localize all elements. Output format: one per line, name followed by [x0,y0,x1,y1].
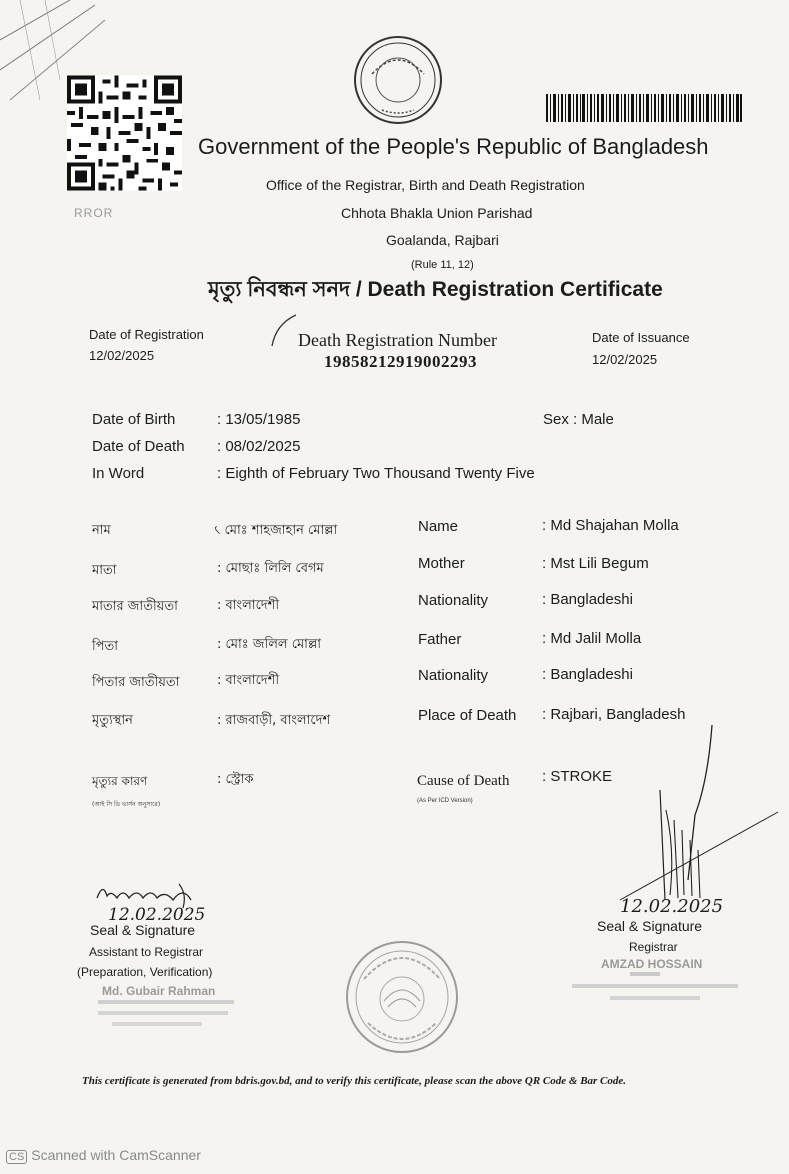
header-union: Chhota Bhakla Union Parishad [341,205,533,221]
father-nationality-en-label: Nationality [418,667,489,684]
dob-label: Date of Birth [92,411,176,428]
registrar-stamp-text [570,970,740,1004]
mother-bn-value: : মোছাঃ লিলি বেগম [217,561,324,576]
place-of-death-en-label: Place of Death [418,707,517,724]
name-bn-value: ৻ মোঃ শাহজাহান মোল্লা [214,523,338,538]
mother-en-value: : Mst Lili Begum [542,555,649,572]
death-registration-number-label: Death Registration Number [298,330,497,350]
union-parishad-seal-icon [344,939,460,1055]
mother-nationality-bn-value: : বাংলাদেশী [217,598,280,613]
qr-code-icon [67,74,182,192]
inword-value: : Eighth of February Two Thousand Twenty Five [217,465,535,482]
cause-note-bn: (আই সি ডি ভার্সন অনুসারে) [92,801,161,808]
sex-value: Sex : Male [543,411,614,428]
verification-note: This certificate is generated from bdris.gov.bd, and to verify this certificate, please scan the above QR Code & Bar Code. [82,1075,627,1087]
registrar-title: Registrar [629,940,678,954]
date-of-registration-value: 12/02/2025 [89,348,155,363]
registrar-name: AMZAD HOSSAIN [601,957,703,971]
date-of-issuance-value: 12/02/2025 [592,352,658,367]
mother-bn-label: মাতা [92,563,117,578]
father-nationality-en-value: : Bangladeshi [542,666,633,683]
father-en-value: : Md Jalil Molla [542,630,642,647]
mother-nationality-en-label: Nationality [418,592,489,609]
registrar-signature [600,720,785,920]
place-of-death-en-value: : Rajbari, Bangladesh [542,706,686,723]
mother-en-label: Mother [418,555,465,572]
header-government: Government of the People's Republic of Bangladesh [198,134,709,159]
mother-nationality-bn-label: মাতার জাতীয়তা [92,599,178,614]
place-of-death-bn-label: মৃত্যুস্থান [92,713,133,728]
camscanner-watermark [6,1147,201,1164]
dod-value: : 08/02/2025 [217,438,301,455]
mother-nationality-en-value: : Bangladeshi [542,591,633,608]
certificate-title: মৃত্যু নিবন্ধন সনদ / Death Registration Certificate [208,278,663,301]
name-bn-label: নাম [92,523,111,538]
dod-label: Date of Death [92,438,185,455]
header-office: Office of the Registrar, Birth and Death Registration [266,177,585,193]
camscanner-logo-icon: CS [6,1150,27,1164]
cause-of-death-en-value: : STROKE [542,768,613,785]
place-of-death-bn-value: : রাজবাড়ী, বাংলাদেশ [217,713,331,728]
father-nationality-bn-value: : বাংলাদেশী [217,673,280,688]
death-registration-number: 19858212919002293 [324,352,477,371]
qr-caption: RROR [74,206,114,220]
assistant-name: Md. Gubair Rahman [102,984,216,998]
father-en-label: Father [418,631,462,648]
cause-note-en: (As Per ICD Version) [417,798,473,804]
assistant-date: 12.02.2025 [108,905,206,925]
inword-label: In Word [92,465,145,482]
assistant-stamp-text [96,998,236,1032]
cause-of-death-bn-value: : স্ট্রোক [217,772,254,787]
header-rule: (Rule 11, 12) [411,259,474,271]
father-nationality-bn-label: পিতার জাতীয়তা [92,675,180,690]
date-of-registration-label: Date of Registration [89,327,204,342]
registrar-seal-label: Seal & Signature [597,918,703,934]
name-en-label: Name [418,518,459,535]
dob-value: : 13/05/1985 [217,411,301,428]
government-seal-icon [352,34,444,126]
father-bn-label: পিতা [92,639,119,654]
father-bn-value: : মোঃ জলিল মোল্লা [217,637,321,652]
cause-of-death-en-label: Cause of Death [417,773,510,789]
camscanner-text: Scanned with CamScanner [31,1147,201,1163]
registrar-date: 12.02.2025 [620,896,724,917]
name-en-value: : Md Shajahan Molla [542,517,679,534]
assistant-subtitle: (Preparation, Verification) [77,965,213,979]
assistant-title: Assistant to Registrar [89,945,204,959]
assistant-seal-label: Seal & Signature [90,922,196,938]
date-of-issuance-label: Date of Issuance [592,330,690,345]
barcode-icon [546,94,742,122]
header-location: Goalanda, Rajbari [386,232,499,248]
cause-of-death-bn-label: মৃত্যুর কারণ [92,774,148,788]
